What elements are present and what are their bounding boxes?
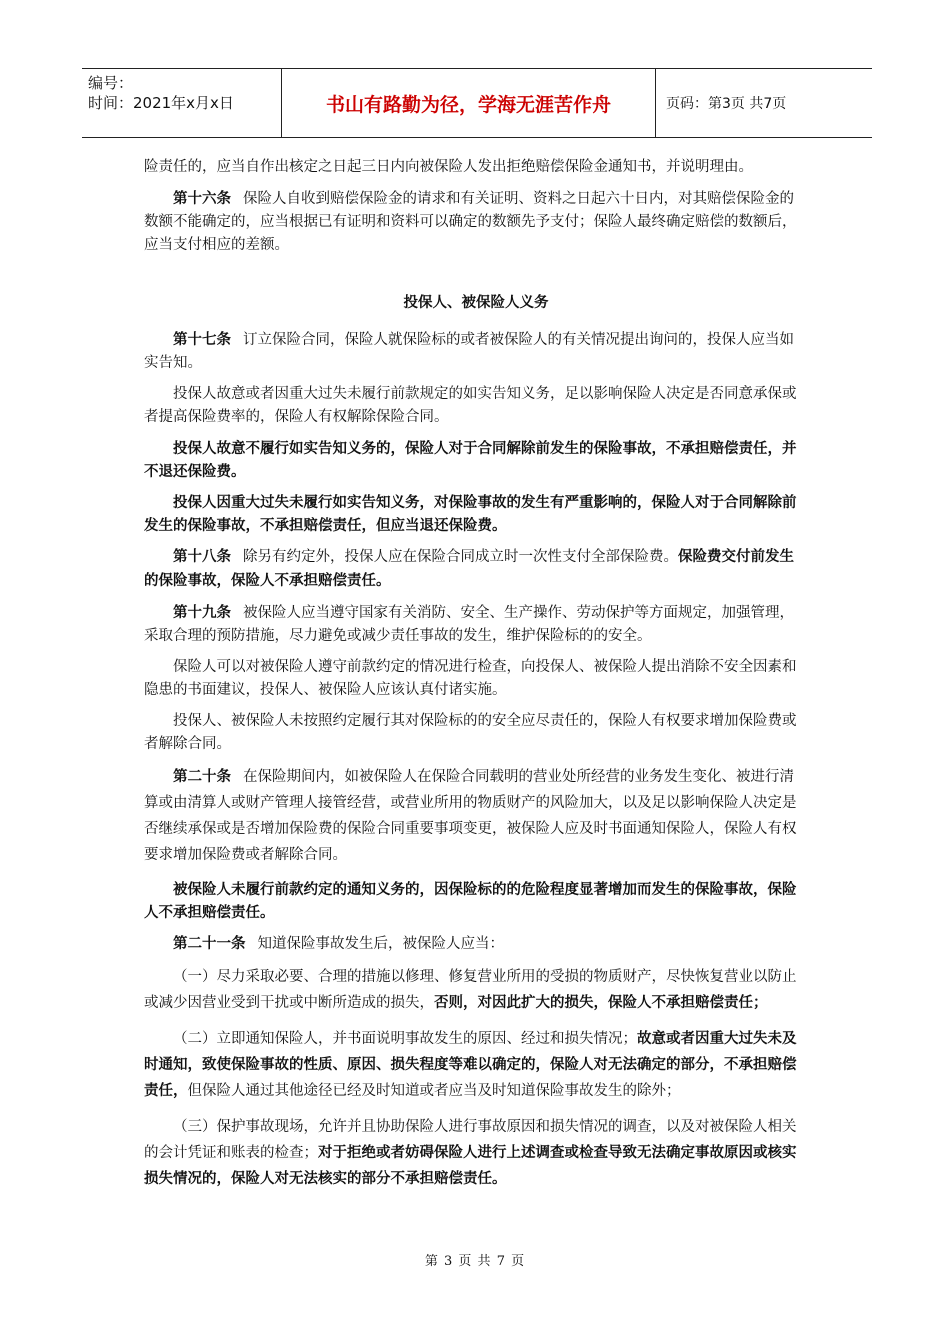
list-item-bold: 否则，对因此扩大的损失，保险人不承担赔偿责任； xyxy=(434,994,768,1011)
article-18 xyxy=(144,545,808,593)
article-19 xyxy=(144,601,808,648)
article-text: 订立保险合同，保险人就保险标的或者被保险人的有关情况提出询问的，投保人应当如实告知。 xyxy=(144,332,794,371)
article-text: 被保险人应当遵守国家有关消防、安全、生产操作、劳动保护等方面规定，加强管理，采取合理的预防措施，尽力避免或减少责任事故的发生，维护保险标的的安全。 xyxy=(144,605,794,644)
article-16 xyxy=(144,187,808,257)
paragraph: 投保人、被保险人未按照约定履行其对保险标的的安全应尽责任的，保险人有权要求增加保险费或者解除合同。 xyxy=(144,713,797,752)
document-body xyxy=(144,156,808,1202)
article-bold-text: 保险费交付前发生的保险事故，保险人不承担赔偿责任。 xyxy=(144,548,794,589)
paragraph: 保险人可以对被保险人遵守前款约定的情况进行检查，向投保人、被保险人提出消除不安全因素和隐患的书面建议，投保人、被保险人应该认真付诸实施。 xyxy=(144,659,797,698)
paragraph: 险责任的，应当自作出核定之日起三日内向被保险人发出拒绝赔偿保险金通知书，并说明理由。 xyxy=(144,159,753,175)
article-title: 第十七条 xyxy=(173,331,231,348)
document-date: 时间：2021年x月x日 xyxy=(88,94,234,112)
page-footer: 第 3 页 共 7 页 xyxy=(424,1254,526,1269)
article-20 xyxy=(144,764,808,868)
article-text: 在保险期间内，如被保险人在保险合同载明的营业处所经营的业务发生变化、被进行清算或由清算人或财产管理人接管经营，或营业所用的物质财产的风险加大，以及足以影响保险人决定是否继续承保或是否增加保险费的保险合同重要事项变更，被保险人应及时书面通知保险人，保险人有权要求增加保险费或者解除合同。 xyxy=(144,769,797,863)
article-text: 保险人自收到赔偿保险金的请求和有关证明、资料之日起六十日内，对其赔偿保险金的数额不能确定的，应当根据已有证明和资料可以确定的数额先予支付；保险人最终确定赔偿的数额后，应当支付相应的差额。 xyxy=(144,191,797,253)
section-title: 投保人、被保险人义务 xyxy=(403,294,549,311)
article-title: 第十六条 xyxy=(173,190,231,207)
article-title: 第十九条 xyxy=(173,604,231,621)
list-item xyxy=(144,964,808,1016)
list-item-bold: 故意或者因重大过失未及时通知，致使保险事故的性质、原因、损失程度等难以确定的，保险人对无法确定的部分，不承担赔偿责任， xyxy=(144,1030,797,1099)
header-meta xyxy=(82,69,282,137)
list-item-text: （三）保护事故现场，允许并且协助保险人进行事故原因和损失情况的调查，以及对被保险人相关的会计凭证和账表的检查； xyxy=(144,1119,797,1161)
article-text: 知道保险事故发生后，被保险人应当： xyxy=(257,936,504,952)
bold-paragraph: 投保人故意不履行如实告知义务的，保险人对于合同解除前发生的保险事故，不承担赔偿责任，并不退还保险费。 xyxy=(144,440,797,480)
paragraph: 投保人故意或者因重大过失未履行前款规定的如实告知义务，足以影响保险人决定是否同意承保或者提高保险费率的，保险人有权解除保险合同。 xyxy=(144,386,797,425)
article-title: 第二十条 xyxy=(173,768,231,785)
article-17 xyxy=(144,328,808,375)
article-title: 第十八条 xyxy=(173,548,231,565)
list-item xyxy=(144,1114,808,1192)
article-21 xyxy=(144,932,808,956)
list-item xyxy=(144,1026,808,1104)
header-page-label: 页码：第3页 共7页 xyxy=(666,96,787,112)
list-item-text: （二）立即通知保险人，并书面说明事故发生的原因、经过和损失情况； xyxy=(173,1031,637,1047)
article-title: 第二十一条 xyxy=(173,935,246,952)
bold-paragraph: 被保险人未履行前款约定的通知义务的，因保险标的的危险程度显著增加而发生的保险事故，保险人不承担赔偿责任。 xyxy=(144,881,797,921)
list-item-text: （一）尽力采取必要、合理的措施以修理、修复营业所用的受损的物质财产，尽快恢复营业以防止或减少因营业受到干扰或中断所造成的损失， xyxy=(144,969,797,1011)
article-text: 除另有约定外，投保人应在保险合同成立时一次性支付全部保险费。 xyxy=(243,549,678,565)
page-header xyxy=(82,68,872,138)
document-number: 编号： xyxy=(88,74,134,92)
list-item-tail: 但保险人通过其他途径已经及时知道或者应当及时知道保险事故发生的除外； xyxy=(187,1083,681,1099)
bold-paragraph: 投保人因重大过失未履行如实告知义务，对保险事故的发生有严重影响的，保险人对于合同解除前发生的保险事故，不承担赔偿责任，但应当退还保险费。 xyxy=(144,494,797,534)
list-item-bold: 对于拒绝或者妨碍保险人进行上述调查或检查导致无法确定事故原因或核实损失情况的，保险人对无法核实的部分不承担赔偿责任。 xyxy=(144,1144,797,1187)
header-motto: 书山有路勤为径，学海无涯苦作舟 xyxy=(282,69,656,137)
